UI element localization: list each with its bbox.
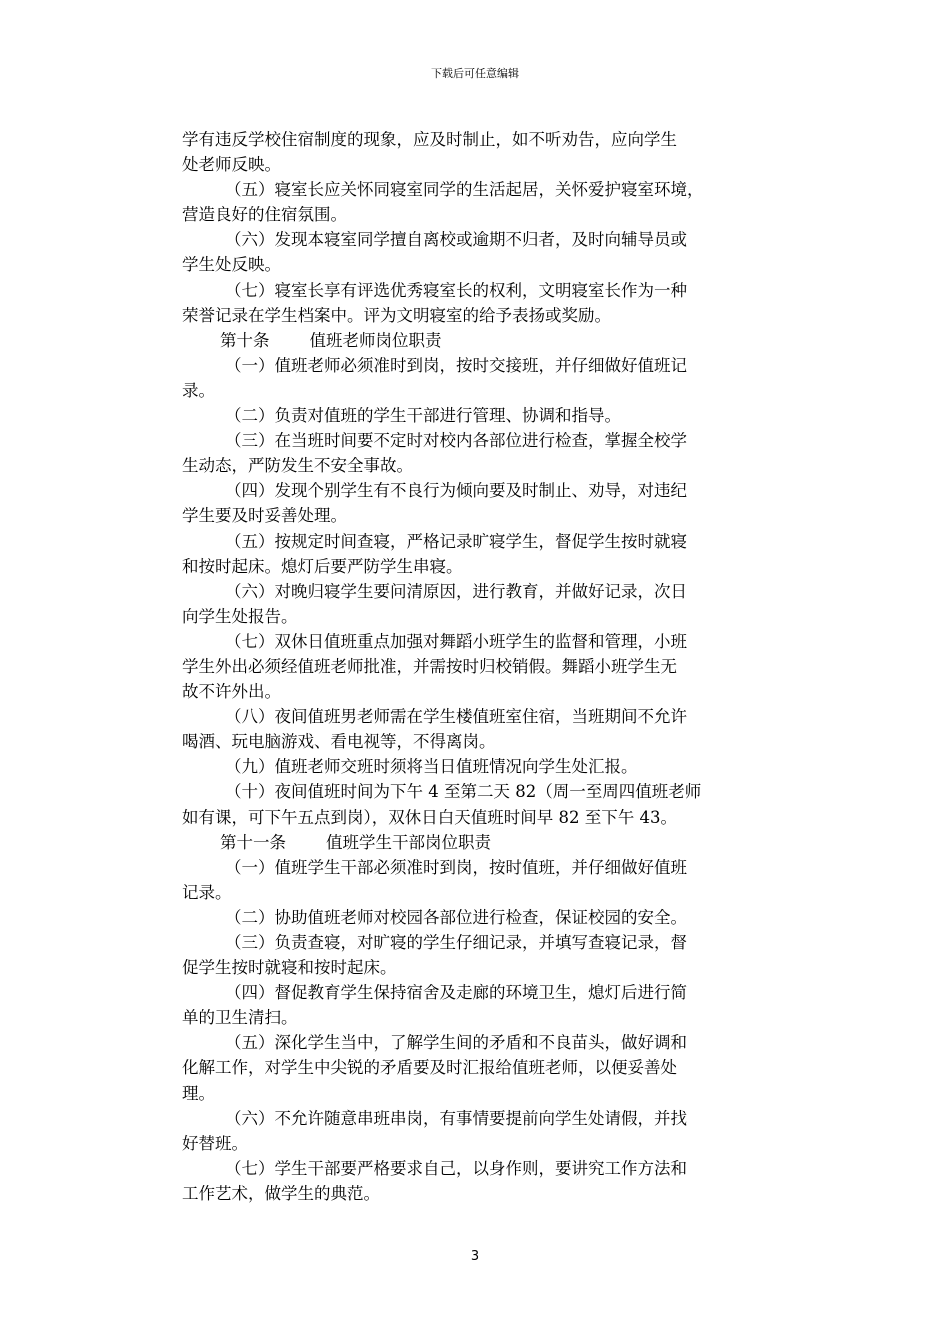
paragraph-first-line: （九）值班老师交班时须将当日值班情况向学生处汇报。 [225,757,638,777]
paragraph-first-line: （三）在当班时间要不定时对校内各部位进行检查，掌握全校学 [225,431,687,451]
paragraph-first-line: （七）双休日值班重点加强对舞蹈小班学生的监督和管理，小班 [225,631,687,651]
document-body [182,127,762,1206]
paragraph-first-line: （六）对晚归寝学生要问清原因，进行教育，并做好记录，次日 [225,581,687,601]
paragraph-first-line: （三）负责查寝，对旷寝的学生仔细记录，并填写查寝记录，督 [225,933,687,952]
paragraph-line: 学生要及时妥善处理。 [182,506,347,526]
paragraph-line: 向学生处报告。 [182,606,298,626]
paragraph-line: 单的卫生清扫。 [182,1008,298,1028]
paragraph-first-line: （七）寝室长享有评选优秀寝室长的权利，文明寝室长作为一种 [225,280,687,300]
paragraph-first-line: （六）发现本寝室同学擅自离校或逾期不归者，及时向辅导员或 [225,230,687,250]
page-number: 3 [470,1249,480,1264]
paragraph-line: 记录。 [182,882,232,902]
paragraph-line: 荣誉记录在学生档案中。评为文明寝室的给予表扬或奖励。 [182,305,611,325]
page-header: 下载后可任意编辑 [431,67,519,80]
paragraph-line: 喝酒、玩电脑游戏、看电视等，不得离岗。 [182,732,496,752]
paragraph-line: 促学生按时就寝和按时起床。 [182,958,397,978]
paragraph-line: 故不许外出。 [182,682,281,702]
article-title: 值班老师岗位职责 [309,330,442,350]
paragraph-line: 学生处反映。 [182,255,281,275]
paragraph-first-line: （一）值班学生干部必须准时到岗，按时值班，并仔细做好值班 [225,857,687,877]
paragraph-line: 化解工作，对学生中尖锐的矛盾要及时汇报给值班老师，以便妥善处 [182,1058,677,1078]
article-number: 第十条 [220,330,270,350]
paragraph-first-line: （十）夜间值班时间为下午 4 至第二天 82（周一至周四值班老师 [225,782,702,802]
paragraph-first-line: （五）按规定时间查寝，严格记录旷寝学生，督促学生按时就寝 [225,531,687,551]
paragraph-first-line: （四）发现个别学生有不良行为倾向要及时制止、劝导，对违纪 [225,481,687,501]
paragraph-first-line: （六）不允许随意串班串岗，有事情要提前向学生处请假，并找 [225,1108,687,1128]
paragraph-line: 好替班。 [182,1133,248,1153]
paragraph-line: 学有违反学校住宿制度的现象，应及时制止，如不听劝告，应向学生 [182,130,677,149]
paragraph-first-line: （七）学生干部要严格要求自己，以身作则，要讲究工作方法和 [225,1158,687,1178]
paragraph-first-line: （五）深化学生当中，了解学生间的矛盾和不良苗头，做好调和 [225,1033,687,1053]
paragraph-line: 理。 [182,1083,215,1103]
paragraph-line: 生动态，严防发生不安全事故。 [182,456,413,476]
paragraph-line: 学生外出必须经值班老师批准，并需按时归校销假。舞蹈小班学生无 [182,656,677,676]
paragraph-line: 如有课，可下午五点到岗），双休日白天值班时间早 82 至下午 43。 [182,807,677,827]
paragraph-line: 录。 [182,380,215,400]
paragraph-first-line: （八）夜间值班男老师需在学生楼值班室住宿，当班期间不允许 [225,707,687,727]
article-number: 第十一条 [220,832,286,852]
paragraph-first-line: （二）协助值班老师对校园各部位进行检查，保证校园的安全。 [225,907,687,927]
article-heading [182,328,762,353]
paragraph-first-line: （一）值班老师必须准时到岗，按时交接班，并仔细做好值班记 [225,355,687,375]
paragraph-line: 处老师反映。 [182,155,281,175]
article-title: 值班学生干部岗位职责 [326,832,491,852]
paragraph-first-line: （二）负责对值班的学生干部进行管理、协调和指导。 [225,406,621,426]
paragraph-first-line: （五）寝室长应关怀同寝室同学的生活起居，关怀爱护寝室环境， [225,180,704,200]
paragraph-first-line: （四）督促教育学生保持宿舍及走廊的环境卫生，熄灯后进行简 [225,983,687,1003]
paragraph-line: 工作艺术，做学生的典范。 [182,1183,380,1203]
paragraph-line: 营造良好的住宿氛围。 [182,205,347,225]
paragraph-line: 和按时起床。熄灯后要严防学生串寝。 [182,556,463,576]
article-heading [182,830,762,855]
